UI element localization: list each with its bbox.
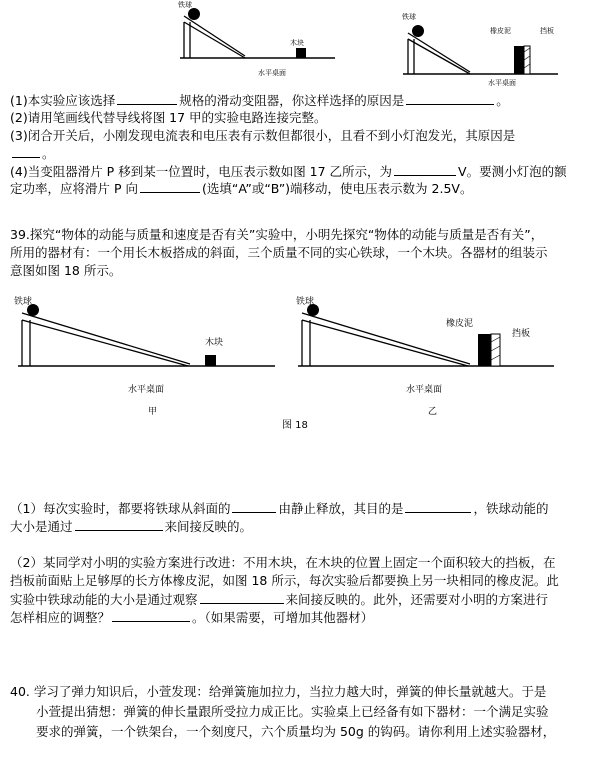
- q39-intro-1: 39.探究“物体的动能与质量和速度是否有关”实验中，小明先探究“物体的动能与质量是否有关”，: [10, 227, 544, 242]
- fig18b-board-label: 挡板: [512, 329, 531, 339]
- fig18b-ground-label: 水平桌面: [406, 385, 443, 395]
- q39-part2-line1: （2）某同学对小明的实验方案进行改进：不用木块，在木块的位置上固定一个面积较大的挡板，在: [10, 555, 556, 570]
- top-left-ground-label: 水平桌面: [258, 69, 286, 77]
- fig18a-ball-label: 铁球: [14, 297, 33, 307]
- q38-blank-2[interactable]: [406, 92, 494, 105]
- q39-intro-2: 所用的器材有：一个用长木板搭成的斜面，三个质量不同的实心铁球，一个木块。各器材的组装示: [10, 245, 548, 260]
- top-right-board-label: 挡板: [540, 27, 554, 35]
- top-figure-right: [398, 4, 568, 84]
- q38-blank-1[interactable]: [117, 92, 177, 105]
- q39-part2-line3: 实验中铁球动能的大小是通过观察 来间接反映的。此外，还需要对小明的方案进行: [10, 592, 549, 607]
- fig18b-putty-label: 橡皮泥: [446, 319, 474, 329]
- q40-line2: 小萱提出猜想：弹簧的伸长量跟所受拉力成正比。实验桌上已经备有如下器材：一个满足实验: [36, 704, 549, 719]
- fig18a-block-label: 木块: [205, 338, 224, 348]
- q40-line3: 要求的弹簧，一个铁架台，一个刻度尺，六个质量均为 50g 的钩码。请你利用上述实验器材，: [36, 724, 556, 739]
- fig18b-ball-label: 铁球: [296, 297, 315, 307]
- q38-part4-cont: 定功率，应将滑片 P 向 (选填“A”或“B”)端移动，使电压表示数为 2.5V。: [10, 181, 473, 196]
- top-left-ball-label: 铁球: [178, 1, 192, 9]
- q38-blank-5[interactable]: [140, 180, 200, 193]
- q40-line1: 40. 学习了弹力知识后，小萱发现：给弹簧施加拉力，当拉力越大时，弹簧的伸长量就越大。于是: [10, 684, 547, 699]
- q39-blank-5[interactable]: [112, 609, 190, 622]
- top-right-ground-label: 水平桌面: [488, 79, 516, 87]
- q39-blank-4[interactable]: [200, 591, 284, 604]
- q38-blank-3[interactable]: [12, 145, 40, 158]
- fig18a-sub-label: 甲: [148, 407, 158, 417]
- q39-blank-1[interactable]: [232, 500, 276, 513]
- top-figure-left: [170, 0, 340, 80]
- q39-intro-3: 意图如图 18 所示。: [10, 263, 122, 278]
- q39-part1-cont: 大小是通过 来间接反映的。: [10, 519, 253, 534]
- q39-part2-line2: 挡板前面贴上足够厚的长方体橡皮泥，如图 18 所示，每次实验后都要换上另一块相同的橡皮泥。此: [10, 573, 559, 588]
- q38-part3: (3)闭合开关后，小刚发现电流表和电压表有示数但都很小，且看不到小灯泡发光，其原因是: [10, 128, 516, 143]
- q38-part1: (1)本实验应该选择 规格的滑动变阻器，你这样选择的原因是 。: [10, 93, 509, 108]
- fig18a-ground-label: 水平桌面: [128, 385, 165, 395]
- q38-part3-end: 。: [10, 145, 55, 162]
- top-left-block-label: 木块: [290, 39, 304, 47]
- top-right-ball-label: 铁球: [402, 13, 416, 21]
- q38-part2: (2)请用笔画线代替导线将图 17 甲的实验电路连接完整。: [10, 110, 327, 125]
- q38-part4: (4)当变阻器滑片 P 移到某一位置时，电压表示数如图 17 乙所示，为 V。要测小灯泡的额: [10, 164, 567, 179]
- q39-blank-2[interactable]: [405, 500, 471, 513]
- q38-blank-4[interactable]: [394, 163, 456, 176]
- q39-blank-3[interactable]: [75, 518, 163, 531]
- fig18b-sub-label: 乙: [428, 407, 438, 417]
- q39-part1: （1）每次实验时，都要将铁球从斜面的 由静止释放，其目的是 ，铁球动能的: [10, 501, 549, 516]
- top-right-putty-label: 橡皮泥: [490, 27, 511, 35]
- figure-18-caption: 图 18: [282, 420, 308, 431]
- figure-18-a: [10, 290, 280, 380]
- q39-part2-line4: 怎样相应的调整？ 。（如果需要，可增加其他器材）: [10, 610, 374, 625]
